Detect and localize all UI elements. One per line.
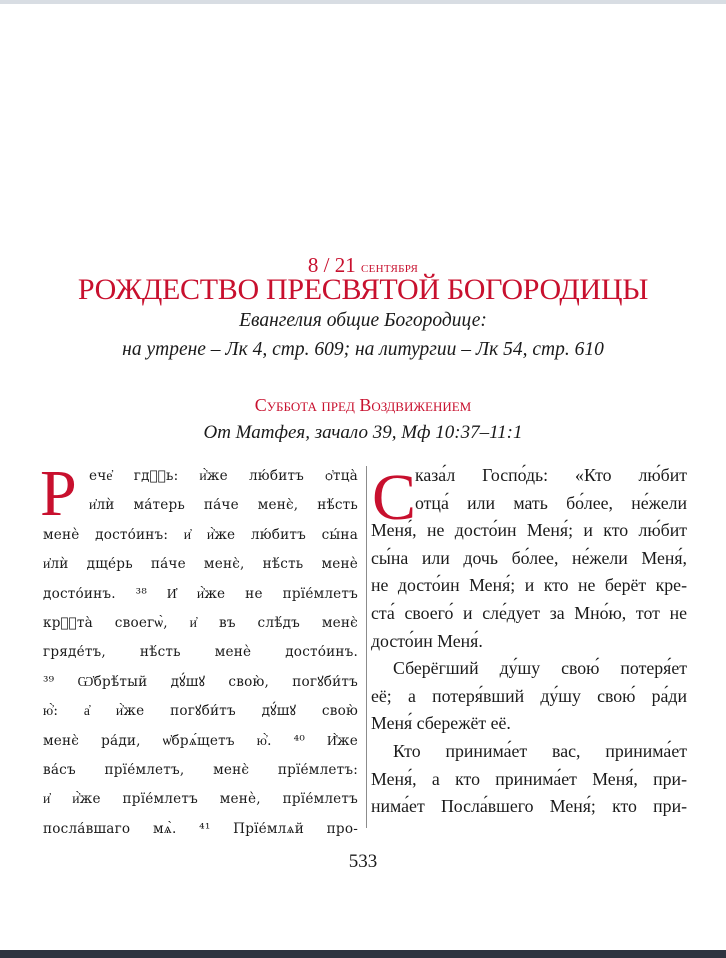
slavonic-line: ю҆̀: а҆ и҆̀же погꙋби́тъ дꙋ́шꙋ свою̀ [43,703,358,720]
reading-reference: От Матфея, зачало 39, Мф 10:37–11:1 [203,422,523,443]
gospels-heading: Евангелия общие Богородице: [239,310,487,331]
slavonic-line: и҆лѝ ма́терь па́че менє̀, нѣ́сть [89,497,358,514]
russian-line: каза́л Госпо́дь: «Кто лю́бит [415,465,687,485]
reading-day: Суббота пред Воздвижением [254,395,472,415]
feast-date-month: сентября [360,259,419,276]
russian-dropcap: С [372,461,417,534]
slavonic-line: ече҆ гдⷭ҇ь: и҆̀же лю́битъ ѻ҆тца̀ [89,468,358,484]
russian-line: не досто́ин Меня́; и кто не берёт кре- [371,575,687,596]
russian-line: ста́ своего́ и сле́дует за Мно́ю, тот не [371,602,687,623]
russian-line: нима́ет Посла́вшего Меня́; кто при- [371,796,687,817]
slavonic-line: менє̀ ра́ди, ѡ҆брѧ́щетъ ю҆̀. ⁴⁰ И҆̀же [43,732,358,749]
russian-line: Кто принима́ет вас, принима́ет [393,740,687,761]
slavonic-line: ³⁹ Ѡ҆брѣ́тый дꙋ́шꙋ свою̀, погꙋби́тъ [43,673,358,690]
slavonic-line: досто́инъ. ³⁸ И҆ и҆̀же не прїе́млетъ [43,585,358,602]
slavonic-dropcap: Р [40,457,77,530]
slavonic-line: менѐ досто́инъ: и҆ и҆̀же лю́битъ сы́на [43,526,358,543]
slavonic-line: и҆лѝ дще́рь па́че менє̀, нѣ́сть менѐ [43,556,358,573]
slavonic-line: и҆ и҆̀же прїе́млетъ менѐ, прїе́млетъ [43,791,358,808]
slavonic-line: ва́съ прїе́млетъ, менє̀ прїе́млетъ: [43,761,358,778]
feast-title: РОЖДЕСТВО ПРЕСВЯТОЙ БОГОРОДИЦЫ [77,273,649,306]
russian-line: досто́ин Меня́. [371,630,483,651]
column-divider [366,466,367,828]
slavonic-line: посла́вшаго мѧ̀. ⁴¹ Прїе́млѧй про- [43,820,358,837]
reading-heading [0,392,726,446]
russian-line: её; а потеря́вший ду́шу свою́ ра́ди [371,685,687,706]
bottom-edge [0,950,726,958]
russian-column [371,462,687,821]
slavonic-line: крⷭ҇та̀ своегѡ̀, и҆ въ слѣ́дъ менє̀ [43,614,358,631]
parallel-text-columns [39,457,687,837]
slavonic-line: гряде́тъ, нѣ́сть менѐ досто́инъ. [43,644,358,661]
russian-line: Сберёгший ду́шу свою́ потеря́ет [393,658,687,679]
russian-line: Меня́, не досто́ин Меня́; и кто лю́бит [371,520,687,541]
top-edge [0,0,726,4]
russian-line: Меня́, а кто принима́ет Меня́, при- [371,768,687,789]
page-header [0,252,726,364]
page-number: 533 [348,851,378,872]
russian-line: Меня́ сбережёт её. [371,713,511,734]
gospels-references: на утрене – Лк 4, стр. 609; на литургии – Лк 54, стр. 610 [122,339,604,360]
feast-date-numbers: 8 / 21 [307,253,356,277]
russian-line: отца́ или мать бо́лее, не́жели [415,492,687,513]
church-slavonic-column [40,457,358,844]
russian-line: сы́на или дочь бо́лее, не́жели Меня́, [371,547,687,568]
